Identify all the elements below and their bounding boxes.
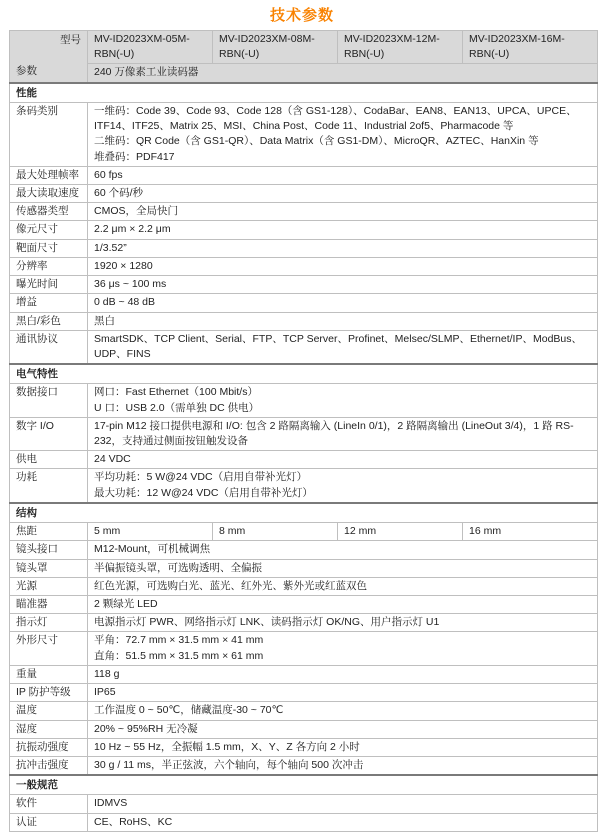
spec-label: 光源 <box>10 577 88 595</box>
spec-label: 数据接口 <box>10 384 88 417</box>
header-corner-cell <box>10 31 88 83</box>
section-row <box>10 503 598 523</box>
spec-value: 2.2 μm × 2.2 μm <box>88 221 598 239</box>
spec-label: IP 防护等级 <box>10 684 88 702</box>
spec-row <box>10 312 598 330</box>
spec-value-line: 平角：72.7 mm × 31.5 mm × 41 mm <box>94 634 264 647</box>
spec-label: 传感器类型 <box>10 203 88 221</box>
spec-label: 瞄准器 <box>10 596 88 614</box>
spec-row <box>10 665 598 683</box>
spec-row <box>10 541 598 559</box>
spec-row <box>10 384 598 417</box>
spec-label: 最大处理帧率 <box>10 166 88 184</box>
spec-label: 软件 <box>10 795 88 813</box>
section-title: 性能 <box>10 83 598 103</box>
spec-value: 0 dB ~ 48 dB <box>88 294 598 312</box>
spec-value: 60 fps <box>88 166 598 184</box>
spec-value: 8 mm <box>213 523 338 541</box>
spec-row <box>10 720 598 738</box>
spec-value: 电源指示灯 PWR、网络指示灯 LNK、读码指示灯 OK/NG、用户指示灯 U1 <box>88 614 598 632</box>
spec-value <box>88 384 598 417</box>
corner-param-label: 参数 <box>16 65 37 78</box>
spec-row <box>10 684 598 702</box>
spec-value-line: 直角：51.5 mm × 31.5 mm × 61 mm <box>94 649 264 662</box>
spec-row <box>10 184 598 202</box>
spec-value-line: 堆叠码：PDF417 <box>94 150 175 163</box>
spec-row <box>10 632 598 665</box>
spec-row <box>10 451 598 469</box>
model-name-cell: MV-ID2023XM-12M-RBN(-U) <box>338 31 463 64</box>
spec-label: 镜头罩 <box>10 559 88 577</box>
spec-label: 像元尺寸 <box>10 221 88 239</box>
page-title: 技术参数 <box>269 7 334 24</box>
spec-row <box>10 294 598 312</box>
spec-value: 半偏振镜头罩，可选购透明、全偏振 <box>88 559 598 577</box>
section-row <box>10 83 598 103</box>
section-row <box>10 775 598 795</box>
spec-value: 30 g / 11 ms，半正弦波，六个轴向，每个轴向 500 次冲击 <box>88 756 598 775</box>
spec-label: 供电 <box>10 451 88 469</box>
spec-value-line: 网口：Fast Ethernet（100 Mbit/s） <box>94 386 258 399</box>
spec-value: 1/3.52” <box>88 239 598 257</box>
spec-value: 60 个码/秒 <box>88 184 598 202</box>
spec-row <box>10 559 598 577</box>
section-row <box>10 364 598 384</box>
spec-value: 黑白 <box>88 312 598 330</box>
model-name-cell: MV-ID2023XM-05M-RBN(-U) <box>88 31 213 64</box>
spec-label: 焦距 <box>10 523 88 541</box>
spec-label: 条码类别 <box>10 102 88 166</box>
spec-row <box>10 166 598 184</box>
spec-label: 数字 I/O <box>10 417 88 450</box>
spec-label: 增益 <box>10 294 88 312</box>
spec-row <box>10 203 598 221</box>
spec-row <box>10 795 598 813</box>
spec-value: 12 mm <box>338 523 463 541</box>
spec-label: 重量 <box>10 665 88 683</box>
spec-value: 工作温度 0 ~ 50℃，储藏温度-30 ~ 70℃ <box>88 702 598 720</box>
spec-row <box>10 330 598 364</box>
spec-value: 5 mm <box>88 523 213 541</box>
spec-row <box>10 756 598 775</box>
spec-value-line: 二维码：QR Code（含 GS1-QR）、Data Matrix（含 GS1-DM）、MicroQR、AZTEC、HanXin 等 <box>94 135 539 148</box>
spec-row <box>10 614 598 632</box>
spec-label: 最大读取速度 <box>10 184 88 202</box>
spec-label: 功耗 <box>10 469 88 503</box>
spec-row <box>10 239 598 257</box>
spec-label: 湿度 <box>10 720 88 738</box>
spec-row <box>10 417 598 450</box>
spec-value: 118 g <box>88 665 598 683</box>
spec-value: 1920 × 1280 <box>88 257 598 275</box>
spec-label: 镜头接口 <box>10 541 88 559</box>
spec-label: 靶面尺寸 <box>10 239 88 257</box>
spec-row <box>10 469 598 503</box>
spec-row <box>10 596 598 614</box>
model-header-row <box>10 31 598 64</box>
spec-value: 10 Hz ~ 55 Hz，全振幅 1.5 mm，X、Y、Z 各方向 2 小时 <box>88 738 598 756</box>
spec-value: 20% ~ 95%RH 无冷凝 <box>88 720 598 738</box>
spec-value: 红色光源，可选购白光、蓝光、红外光、紫外光或红蓝双色 <box>88 577 598 595</box>
spec-row <box>10 276 598 294</box>
spec-label: 黑白/彩色 <box>10 312 88 330</box>
spec-value <box>88 469 598 503</box>
spec-label: 抗振动强度 <box>10 738 88 756</box>
model-name-cell: MV-ID2023XM-08M-RBN(-U) <box>213 31 338 64</box>
spec-value: 24 VDC <box>88 451 598 469</box>
spec-label: 温度 <box>10 702 88 720</box>
spec-label: 抗冲击强度 <box>10 756 88 775</box>
spec-value: 36 μs ~ 100 ms <box>88 276 598 294</box>
section-title: 电气特性 <box>10 364 598 384</box>
spec-row <box>10 102 598 166</box>
spec-row <box>10 523 598 541</box>
spec-row <box>10 257 598 275</box>
spec-value: IDMVS <box>88 795 598 813</box>
spec-value: IP65 <box>88 684 598 702</box>
spec-value-line: U 口：USB 2.0（需单独 DC 供电） <box>94 401 260 414</box>
spec-label: 分辨率 <box>10 257 88 275</box>
corner-model-label: 型号 <box>60 34 81 46</box>
spec-value-line: 最大功耗：12 W@24 VDC（启用自带补光灯） <box>94 486 313 499</box>
spec-value: 2 颗绿光 LED <box>88 596 598 614</box>
spec-row <box>10 813 598 831</box>
spec-label: 外形尺寸 <box>10 632 88 665</box>
spec-label: 认证 <box>10 813 88 831</box>
product-type-row <box>10 64 598 83</box>
spec-value-line: 一维码：Code 39、Code 93、Code 128（含 GS1-128）、CodaBar、EAN8、EAN13、UPCA、UPCE、ITF14、ITF25、Matrix 25、MSI、China Post、Code 11、Industrial 2of5、Pharmacode 等 <box>94 104 577 133</box>
product-type-cell: 240 万像素工业读码器 <box>88 64 598 83</box>
spec-row <box>10 738 598 756</box>
section-title: 结构 <box>10 503 598 523</box>
spec-value <box>88 632 598 665</box>
spec-value: SmartSDK、TCP Client、Serial、FTP、TCP Server、Profinet、Melsec/SLMP、Ethernet/IP、ModBus、UDP、FINS <box>88 330 598 364</box>
spec-label: 曝光时间 <box>10 276 88 294</box>
section-title: 一般规范 <box>10 775 598 795</box>
spec-value: M12-Mount，可机械调焦 <box>88 541 598 559</box>
spec-label: 指示灯 <box>10 614 88 632</box>
spec-table <box>9 30 598 832</box>
spec-row <box>10 221 598 239</box>
model-name-cell: MV-ID2023XM-16M-RBN(-U) <box>463 31 598 64</box>
spec-value-line: 平均功耗：5 W@24 VDC（启用自带补光灯） <box>94 471 308 484</box>
spec-value <box>88 102 598 166</box>
spec-value: 17-pin M12 接口提供电源和 I/O: 包含 2 路隔离输入 (LineIn 0/1)，2 路隔离输出 (LineOut 3/4)，1 路 RS-232，支持通过侧面按钮触发设备 <box>88 417 598 450</box>
spec-row <box>10 577 598 595</box>
spec-label: 通讯协议 <box>10 330 88 364</box>
spec-row <box>10 702 598 720</box>
spec-value: CE、RoHS、KC <box>88 813 598 831</box>
spec-value: 16 mm <box>463 523 598 541</box>
spec-value: CMOS，全局快门 <box>88 203 598 221</box>
